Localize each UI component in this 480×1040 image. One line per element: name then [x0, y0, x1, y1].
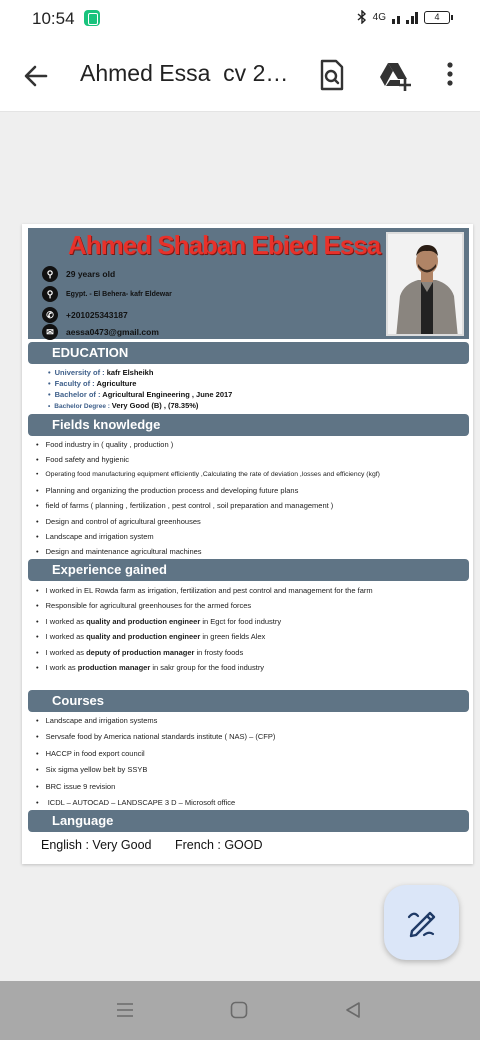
- experience-item: • I worked in EL Rowda farm as irrigation, fertilization and pest control and management for the farm: [36, 586, 373, 595]
- fields-title: Fields knowledge: [52, 417, 161, 432]
- cv-document-page[interactable]: [22, 224, 473, 864]
- status-bar: [0, 0, 480, 38]
- location-icon: ⚲: [42, 286, 58, 302]
- course-item: • Landscape and irrigation systems: [36, 716, 157, 725]
- education-title: EDUCATION: [52, 345, 129, 360]
- cv-header: [28, 228, 469, 339]
- course-item: • BRC issue 9 revision: [36, 782, 115, 791]
- fields-item: • Landscape and irrigation system: [36, 532, 154, 541]
- education-line: • Bachelor Degree : Very Good (B) , (78.35%): [48, 401, 199, 410]
- contact-email: [42, 324, 159, 340]
- fields-item: • field of farms ( planning , fertilization , pest control , soil preparation and management ): [36, 501, 333, 510]
- experience-item: • I worked as quality and production engineer in Egct for food industry: [36, 617, 281, 626]
- profile-photo: [386, 232, 464, 336]
- back-arrow-icon[interactable]: [20, 60, 52, 92]
- fields-item: • Design and maintenance agricultural machines: [36, 547, 202, 556]
- language-english: English : Very Good: [41, 838, 152, 852]
- status-indicators: [357, 10, 450, 24]
- system-nav-bar: [0, 981, 480, 1040]
- course-item: • Servsafe food by America national standards institute ( NAS) – (CFP): [36, 732, 275, 741]
- app-notification-icon: [84, 10, 100, 26]
- find-in-page-icon[interactable]: [316, 58, 348, 92]
- language-french: French : GOOD: [175, 838, 263, 852]
- fields-item: • Planning and organizing the production process and developing future plans: [36, 486, 298, 495]
- app-bar: [0, 38, 480, 112]
- experience-title: Experience gained: [52, 562, 167, 577]
- fields-header: [28, 414, 469, 436]
- experience-item: • Responsible for agricultural greenhouses for the armed forces: [36, 601, 251, 610]
- course-item: • HACCP in food export council: [36, 749, 145, 758]
- battery-icon: 4: [424, 11, 450, 24]
- pen-edit-icon: [384, 885, 459, 960]
- email-icon: ✉: [42, 324, 58, 340]
- courses-title: Courses: [52, 693, 105, 708]
- document-title: Ahmed Essa cv 2…: [80, 60, 289, 86]
- add-to-drive-icon[interactable]: [378, 58, 412, 92]
- signal-icon: [392, 11, 418, 24]
- edit-fab-button[interactable]: [384, 885, 459, 960]
- fields-item: • Food safety and hygienic: [36, 455, 129, 464]
- cv-name: Ahmed Shaban Ebied Essa: [68, 230, 381, 260]
- network-type: 4G: [372, 11, 386, 23]
- contact-email-text: aessa0473@gmail.com: [66, 327, 159, 337]
- home-icon[interactable]: [230, 1001, 248, 1019]
- bluetooth-icon: [357, 10, 367, 24]
- course-item: • Six sigma yellow belt by SSYB: [36, 765, 147, 774]
- contact-phone-text: +201025343187: [66, 310, 128, 320]
- contact-age-text: 29 years old: [66, 269, 116, 279]
- courses-header: [28, 690, 469, 712]
- location-icon: ⚲: [42, 266, 58, 282]
- experience-item: • I worked as deputy of production manager in frosty foods: [36, 648, 243, 657]
- education-line: • University of : kafr Elsheikh: [48, 368, 154, 377]
- education-line: • Faculty of : Agriculture: [48, 379, 137, 388]
- contact-phone: [42, 307, 128, 323]
- contact-age: [42, 266, 115, 282]
- fields-item: • Design and control of agricultural greenhouses: [36, 517, 201, 526]
- education-header: [28, 342, 469, 364]
- back-triangle-icon[interactable]: [344, 1001, 362, 1019]
- contact-address-text: Egypt. - El Behera- kafr Eldewar: [66, 290, 172, 298]
- fields-item: • Food industry in ( quality , production ): [36, 440, 173, 449]
- language-header: [28, 810, 469, 832]
- recent-apps-icon[interactable]: [116, 1001, 134, 1019]
- fields-item: • Operating food manufacturing equipment efficiently ,Calculating the rate of deviation ,losses and efficiency (kgf): [36, 471, 380, 478]
- experience-item: • I work as production manager in sakr group for the food industry: [36, 663, 264, 672]
- experience-header: [28, 559, 469, 581]
- contact-address: [42, 286, 172, 302]
- experience-item: • I worked as quality and production engineer in green fields Alex: [36, 632, 265, 641]
- phone-icon: ✆: [42, 307, 58, 323]
- status-time: 10:54: [32, 9, 75, 28]
- education-line: • Bachelor of : Agricultural Engineering , June 2017: [48, 390, 233, 399]
- language-title: Language: [52, 813, 114, 828]
- course-item: • ICDL – AUTOCAD – LANDSCAPE 3 D – Microsoft office: [36, 798, 235, 807]
- more-vert-icon[interactable]: [440, 58, 460, 92]
